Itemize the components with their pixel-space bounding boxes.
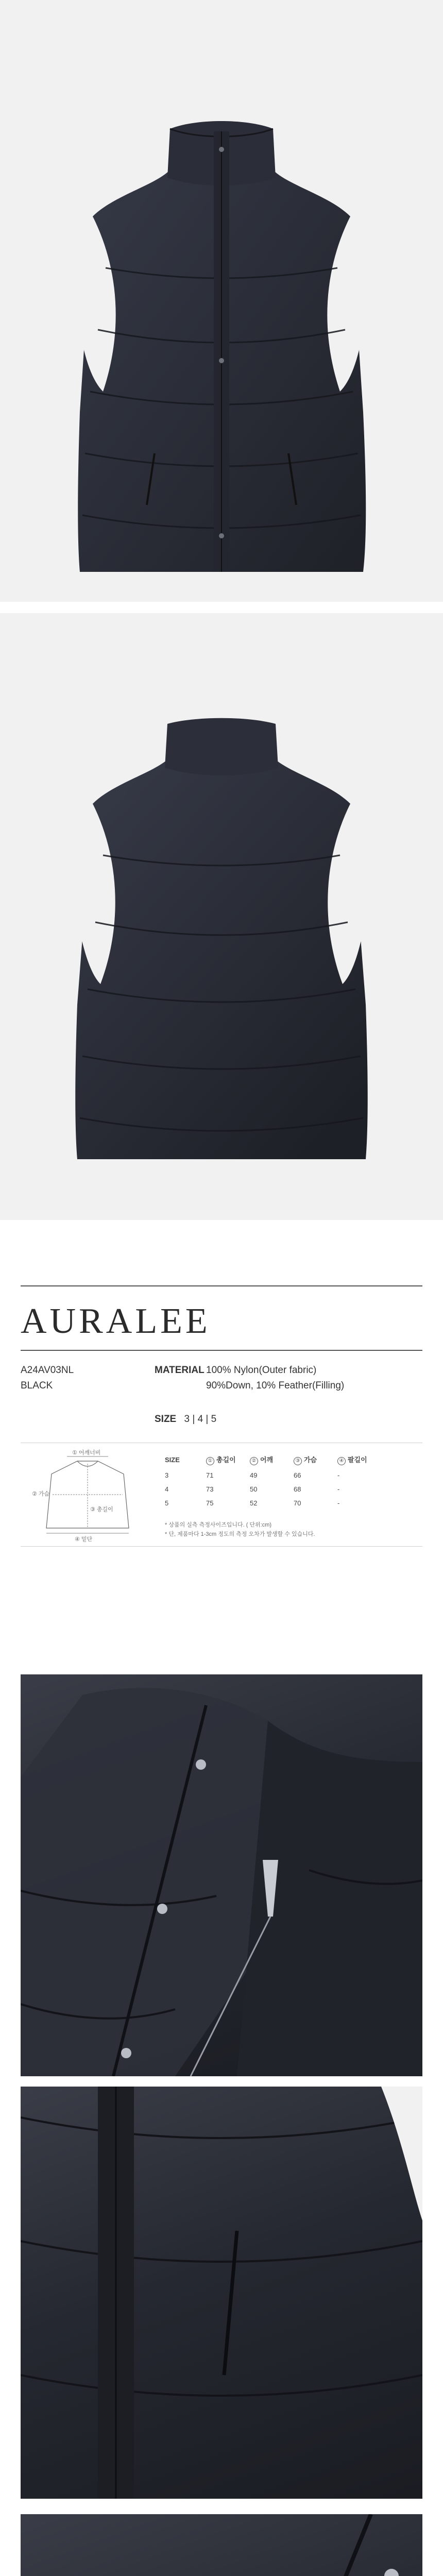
vest-front-illustration xyxy=(0,0,443,602)
size-table xyxy=(165,1454,381,1510)
collar-detail-illustration xyxy=(21,1674,422,2076)
size-label: SIZE xyxy=(155,1414,177,1425)
cell: - xyxy=(337,1485,340,1493)
zipper-detail-illustration xyxy=(21,2514,422,2576)
cell: 3 xyxy=(165,1471,169,1479)
detail-photo-zipper xyxy=(21,2514,422,2576)
cell: 70 xyxy=(294,1499,301,1507)
cell: 5 xyxy=(165,1499,169,1507)
header-sleeve: ④ 팔길이 xyxy=(337,1454,381,1468)
detail-photo-collar xyxy=(21,1674,422,2076)
cell: 75 xyxy=(206,1499,214,1507)
size-note-1: * 상품의 실측 측정사이즈입니다. ( 단위:cm) xyxy=(165,1522,272,1528)
cell: 66 xyxy=(294,1471,301,1479)
header-chest: ③ 가슴 xyxy=(294,1454,337,1468)
size-table-header xyxy=(165,1454,381,1468)
product-color: BLACK xyxy=(21,1380,53,1391)
table-row xyxy=(165,1482,381,1496)
cell: 4 xyxy=(165,1485,169,1493)
size-note-2: * 단, 제품마다 1-3cm 정도의 측정 오차가 발생할 수 있습니다. xyxy=(165,1531,315,1537)
header-shoulder: ② 어깨 xyxy=(250,1454,294,1468)
material-block xyxy=(155,1363,422,1394)
table-row xyxy=(165,1496,381,1510)
cell: 71 xyxy=(206,1471,214,1479)
diagram-label-shoulder: ① 어깨너비 xyxy=(72,1450,101,1456)
size-options: 3 | 4 | 5 xyxy=(184,1414,217,1425)
cell: 49 xyxy=(250,1471,258,1479)
table-row xyxy=(165,1468,381,1482)
product-photo-back xyxy=(0,613,443,1220)
product-photo-front xyxy=(0,0,443,602)
material-line-filling: 90%Down, 10% Feather(Filling) xyxy=(206,1380,345,1391)
header-length: ① 총길이 xyxy=(206,1454,250,1468)
vest-back-illustration xyxy=(0,613,443,1220)
cell: 73 xyxy=(206,1485,214,1493)
cell: - xyxy=(337,1471,340,1479)
product-code: A24AV03NL xyxy=(21,1365,74,1376)
header-size: SIZE xyxy=(165,1456,180,1464)
brand-bottom-rule xyxy=(21,1350,422,1351)
diagram-label-length: ③ 총길이 xyxy=(90,1506,113,1513)
brand-name: AURALEE xyxy=(21,1301,211,1341)
material-line-outer: 100% Nylon(Outer fabric) xyxy=(206,1365,317,1376)
cell: - xyxy=(337,1499,340,1507)
product-id-block xyxy=(21,1363,175,1394)
diagram-label-chest: ② 가슴 xyxy=(32,1491,50,1497)
cell: 50 xyxy=(250,1485,258,1493)
material-label: MATERIAL xyxy=(155,1365,205,1376)
size-chart-box xyxy=(21,1443,422,1547)
cell: 68 xyxy=(294,1485,301,1493)
detail-photo-pocket xyxy=(21,2087,422,2499)
cell: 52 xyxy=(250,1499,258,1507)
diagram-label-hem: ④ 밑단 xyxy=(75,1536,93,1543)
size-line xyxy=(155,1412,216,1427)
pocket-detail-illustration xyxy=(21,2087,422,2499)
brand-top-rule xyxy=(21,1285,422,1286)
